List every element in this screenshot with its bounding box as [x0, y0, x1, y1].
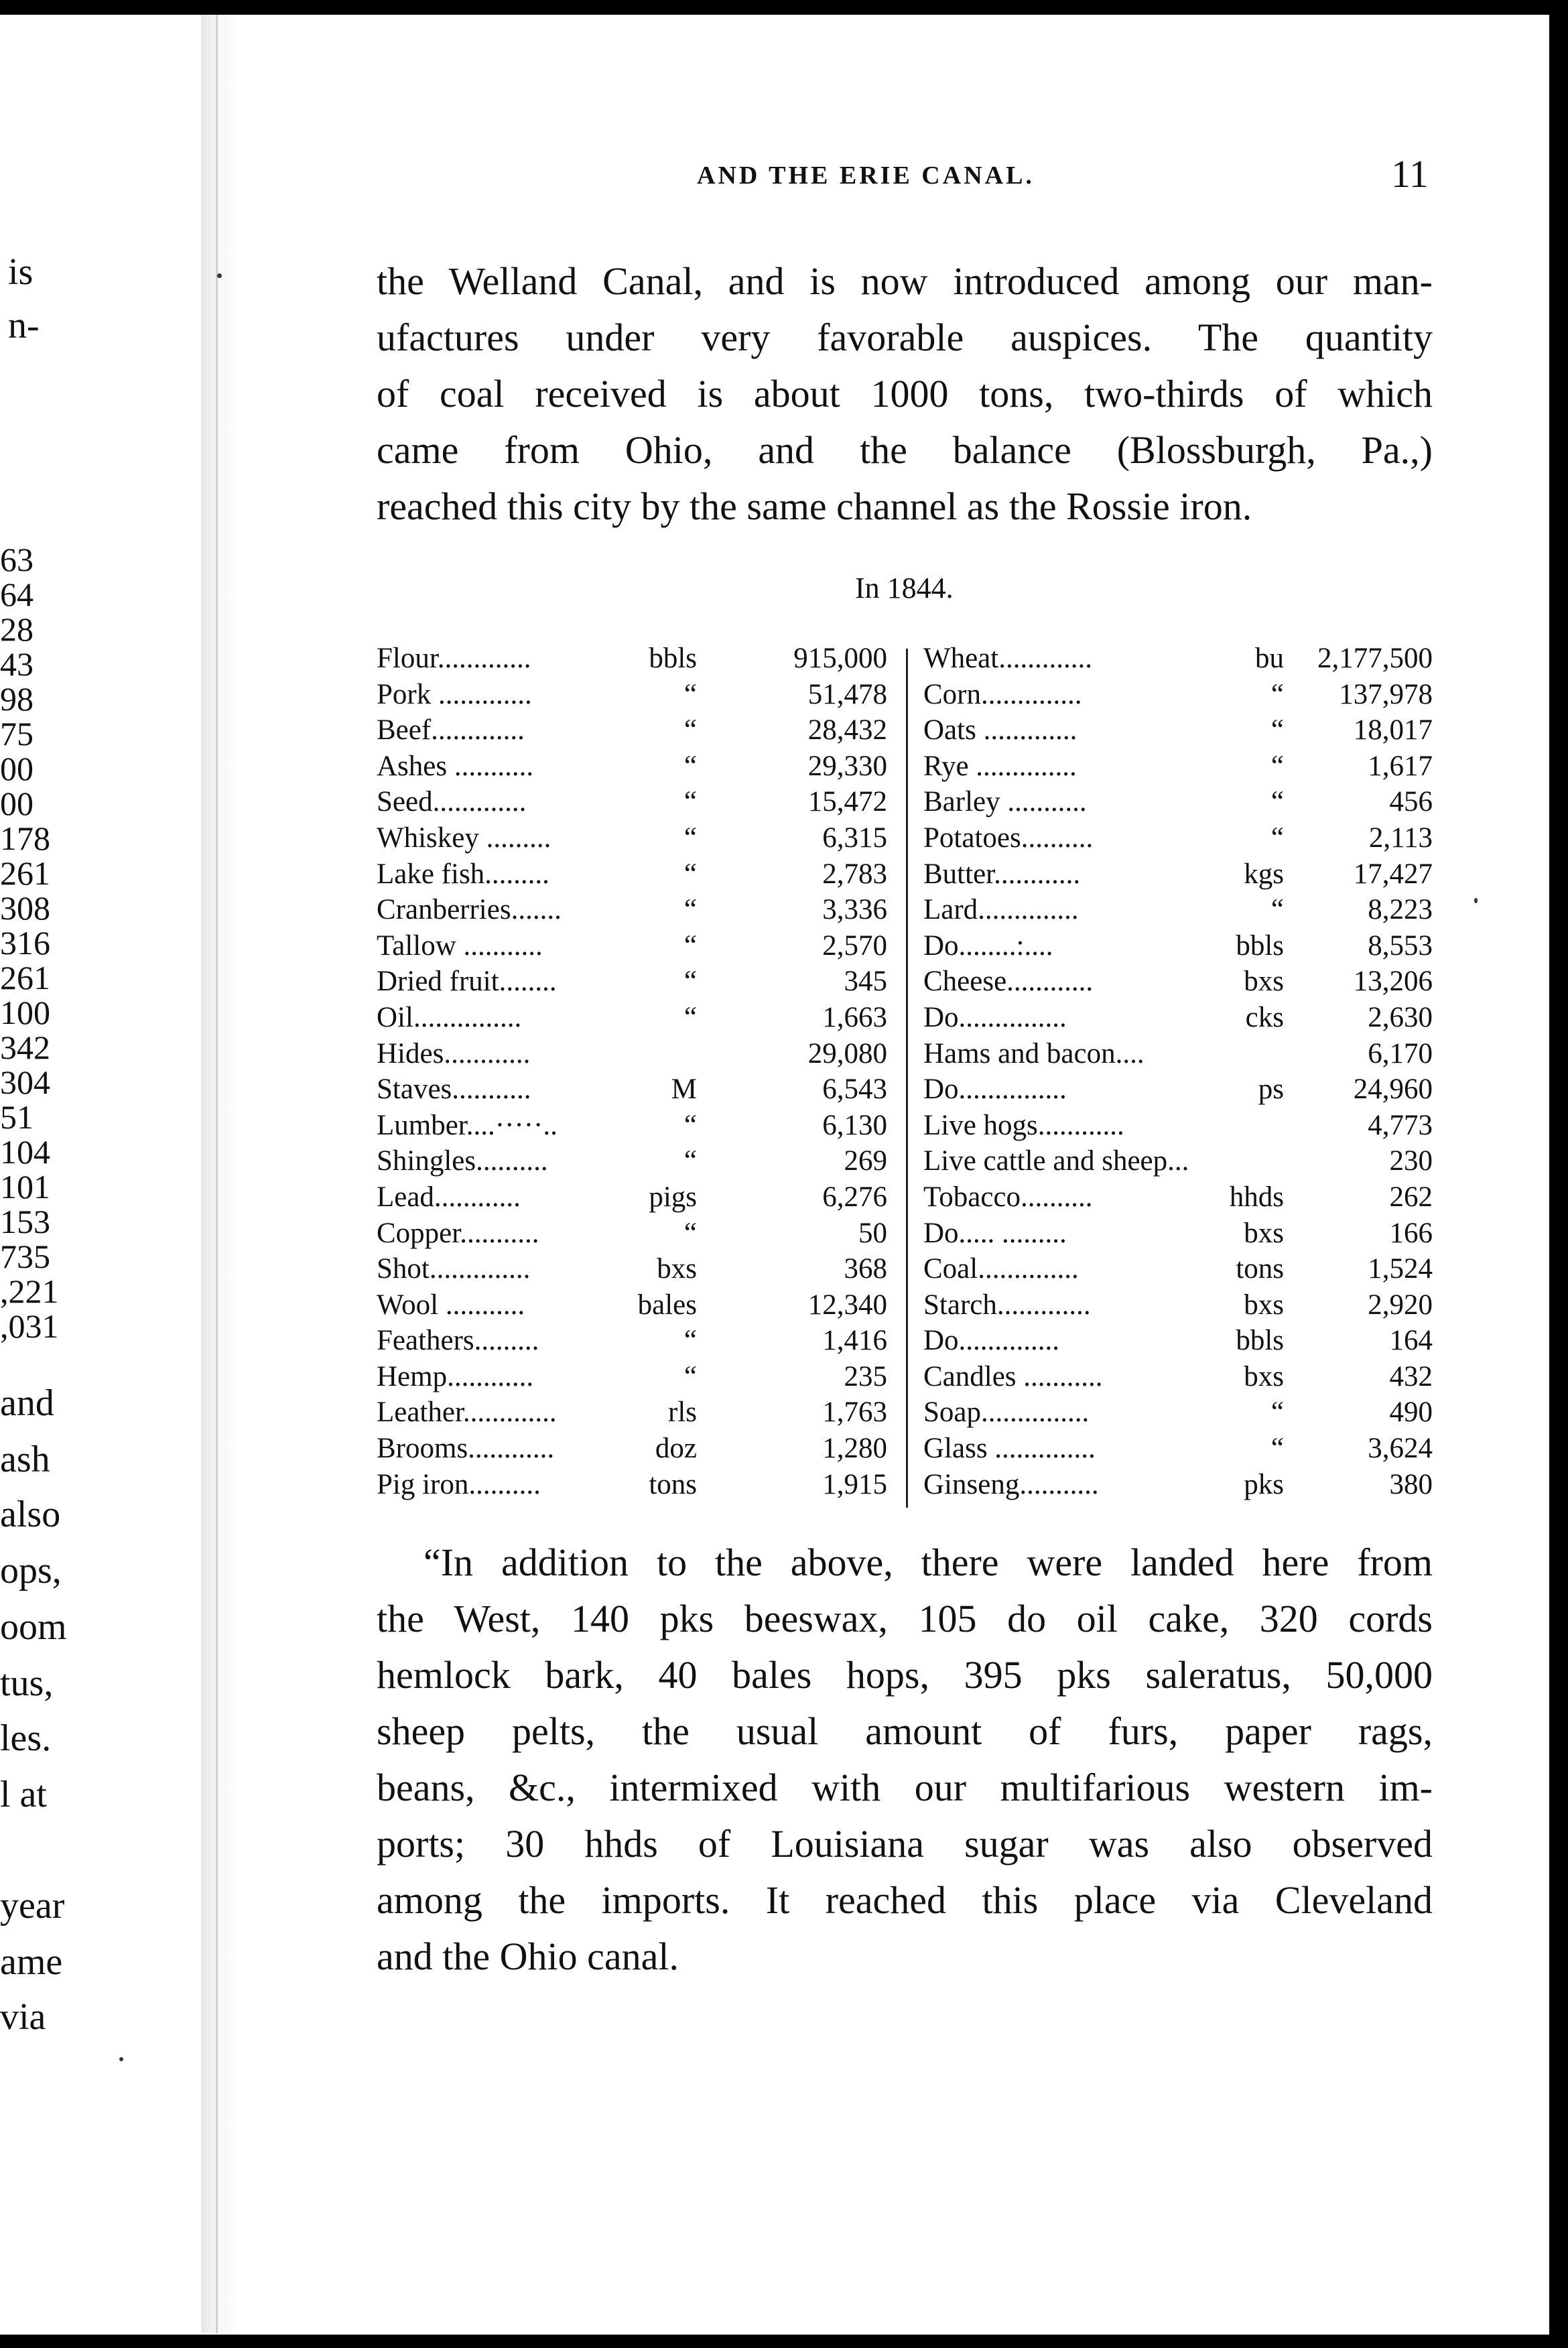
table-row — [377, 1287, 887, 1323]
quantity: 166 — [1389, 1217, 1433, 1249]
quantity: 28,432 — [807, 714, 887, 746]
quantity: 2,783 — [822, 858, 887, 890]
unit: hhds — [1229, 1181, 1284, 1213]
page-number: 11 — [1391, 152, 1429, 196]
table-left-column — [377, 641, 887, 1502]
commodity-name: Live hogs............ — [923, 1109, 1124, 1141]
table-caption: In 1844. — [855, 572, 954, 604]
unit: “ — [683, 678, 697, 710]
closing-paragraph — [377, 1535, 1433, 1985]
commodity-name: Do............... — [923, 1001, 1067, 1033]
commodity-name: Pork ............. — [377, 678, 532, 710]
scan-border-bottom — [0, 2335, 1568, 2348]
unit: cks — [1245, 1001, 1284, 1033]
facing-page-fragment: ash — [0, 1439, 50, 1480]
unit: “ — [683, 714, 697, 746]
quantity: 6,543 — [822, 1073, 887, 1106]
unit: bbls — [1236, 1325, 1284, 1357]
unit: bxs — [657, 1253, 697, 1285]
facing-page-fragment: 00 — [0, 750, 34, 787]
unit: kgs — [1244, 858, 1284, 890]
commodity-name: Cranberries....... — [377, 894, 562, 926]
unit: tons — [649, 1468, 697, 1500]
facing-page-fragment: oom — [0, 1606, 67, 1648]
table-row — [377, 1394, 887, 1431]
unit: “ — [683, 1145, 697, 1177]
quantity: 8,553 — [1368, 929, 1433, 962]
intro-paragraph — [377, 253, 1433, 535]
commodity-name: Seed............. — [377, 786, 527, 818]
commodity-name: Rye .............. — [923, 750, 1077, 782]
unit: “ — [683, 858, 697, 890]
quantity: 137,978 — [1339, 678, 1433, 710]
commodity-name: Tobacco.......... — [923, 1181, 1093, 1213]
unit: pks — [1244, 1468, 1284, 1500]
facing-page-fragment: les. — [0, 1717, 52, 1759]
commodity-name: Leather............. — [377, 1396, 557, 1429]
quantity: 18,017 — [1353, 714, 1433, 746]
facing-page-fragment: is — [8, 251, 34, 293]
quantity: 3,624 — [1368, 1433, 1433, 1465]
text-line: came from Ohio, and the balance (Blossburgh, Pa.,) — [377, 428, 1433, 472]
unit: “ — [683, 1325, 697, 1357]
unit: “ — [1270, 786, 1284, 818]
table-row — [377, 1071, 887, 1108]
scan-border-right — [1549, 0, 1568, 2348]
commodity-name: Live cattle and sheep... — [923, 1145, 1189, 1177]
quantity: 235 — [844, 1360, 887, 1392]
unit: bxs — [1244, 966, 1284, 998]
text-line: and the Ohio canal. — [377, 1935, 679, 1978]
commodity-name: Hides............ — [377, 1037, 531, 1069]
facing-page-fragment: 43 — [0, 645, 34, 683]
commodity-name: Ginseng........... — [923, 1468, 1099, 1500]
unit: pigs — [649, 1181, 697, 1213]
table-row — [377, 1143, 887, 1179]
facing-page-fragment: 00 — [0, 785, 34, 822]
facing-page-fragments — [0, 0, 201, 2348]
table-row — [923, 748, 1433, 785]
quantity: 4,773 — [1368, 1109, 1433, 1141]
commodity-name: Glass .............. — [923, 1433, 1096, 1465]
commodity-name: Staves........... — [377, 1073, 531, 1106]
quantity: 456 — [1389, 786, 1433, 818]
commodity-name: Do.............. — [923, 1325, 1060, 1357]
facing-page-fragment: 304 — [0, 1063, 50, 1101]
facing-page-fragment: ops, — [0, 1550, 62, 1591]
facing-page-fragment: 64 — [0, 576, 34, 613]
facing-page-fragment: 178 — [0, 820, 50, 857]
facing-page-fragment: n- — [8, 305, 40, 346]
commodity-name: Hams and bacon.... — [923, 1037, 1145, 1069]
quantity: 1,915 — [822, 1468, 887, 1500]
commodity-name: Butter............ — [923, 858, 1081, 890]
quantity: 2,177,500 — [1317, 643, 1433, 674]
commodity-name: Do........:.... — [923, 929, 1053, 962]
quantity: 345 — [844, 966, 887, 998]
unit: bxs — [1244, 1217, 1284, 1249]
unit: “ — [1270, 678, 1284, 710]
text-line: among the imports. It reached this place via Cleveland — [377, 1878, 1433, 1922]
unit: “ — [1270, 1433, 1284, 1465]
quantity: 230 — [1389, 1145, 1433, 1177]
unit: bxs — [1244, 1360, 1284, 1392]
commodity-name: Oil............... — [377, 1001, 522, 1033]
scan-border-top — [0, 0, 1568, 15]
table-row — [377, 677, 887, 713]
table-row — [923, 677, 1433, 713]
quantity: 50 — [858, 1217, 887, 1249]
table-row — [377, 820, 887, 856]
table-right-column — [923, 641, 1433, 1502]
facing-page-fragment: ,031 — [0, 1307, 59, 1345]
unit: bbls — [1236, 929, 1284, 962]
unit: “ — [683, 1109, 697, 1141]
scan-speck — [119, 2057, 123, 2061]
quantity: 13,206 — [1353, 966, 1433, 998]
text-line: hemlock bark, 40 bales hops, 395 pks saleratus, 50,000 — [377, 1653, 1433, 1697]
text-line: beans, &c., intermixed with our multifarious western im- — [377, 1766, 1433, 1809]
table-row — [923, 784, 1433, 820]
table-row — [923, 1394, 1433, 1431]
unit: doz — [655, 1433, 697, 1465]
quantity: 262 — [1389, 1181, 1433, 1213]
facing-page-fragment: 261 — [0, 854, 50, 892]
text-line: “In addition to the above, there were landed here from — [423, 1541, 1433, 1584]
table-row — [377, 856, 887, 893]
commodity-name: Barley ........... — [923, 786, 1087, 818]
table-row — [923, 641, 1433, 677]
unit: bu — [1255, 643, 1284, 674]
table-row — [377, 1431, 887, 1467]
facing-page-fragment: 261 — [0, 959, 50, 996]
quantity: 1,663 — [822, 1001, 887, 1033]
unit: “ — [1270, 714, 1284, 746]
unit: rls — [668, 1396, 697, 1429]
facing-page-fragment: 28 — [0, 610, 34, 648]
commodity-name: Tallow ........... — [377, 929, 543, 962]
column-divider — [906, 649, 908, 1508]
table-row — [923, 1323, 1433, 1359]
commodity-name: Dried fruit........ — [377, 966, 557, 998]
table-row — [377, 1108, 887, 1144]
unit: “ — [683, 786, 697, 818]
unit: bales — [637, 1289, 697, 1321]
unit: “ — [1270, 1396, 1284, 1429]
table-row — [923, 1036, 1433, 1072]
table-row — [377, 1179, 887, 1216]
table-row — [923, 1071, 1433, 1108]
facing-page-fragment: 308 — [0, 889, 50, 927]
commodity-name: Oats ............. — [923, 714, 1077, 746]
table-row — [377, 1000, 887, 1036]
facing-page-fragment: 104 — [0, 1133, 50, 1171]
quantity: 1,524 — [1368, 1253, 1433, 1285]
text-line: ports; 30 hhds of Louisiana sugar was also observed — [377, 1822, 1433, 1866]
commodity-name: Whiskey ......... — [377, 822, 551, 854]
facing-page-fragment: 316 — [0, 924, 50, 962]
table-row — [923, 892, 1433, 928]
commodity-name: Feathers......... — [377, 1325, 539, 1357]
table-row — [377, 712, 887, 748]
quantity: 6,276 — [822, 1181, 887, 1213]
scan-speck — [1474, 898, 1478, 903]
quantity: 2,570 — [822, 929, 887, 962]
commodity-name: Shingles.......... — [377, 1145, 548, 1177]
quantity: 1,416 — [822, 1325, 887, 1357]
facing-page-fragment: 98 — [0, 680, 34, 718]
quantity: 6,170 — [1368, 1037, 1433, 1069]
commodity-name: Candles ........... — [923, 1360, 1103, 1392]
unit: “ — [683, 966, 697, 998]
table-row — [923, 1287, 1433, 1323]
commodity-name: Corn.............. — [923, 678, 1082, 710]
facing-page-fragment: 735 — [0, 1238, 50, 1275]
unit: “ — [683, 750, 697, 782]
text-line: the Welland Canal, and is now introduced among our man- — [377, 259, 1433, 303]
quantity: 29,080 — [807, 1037, 887, 1069]
commodity-name: Hemp............ — [377, 1360, 534, 1392]
facing-page-fragment: year — [0, 1885, 65, 1927]
quantity: 1,617 — [1368, 750, 1433, 782]
commodity-name: Potatoes.......... — [923, 822, 1094, 854]
quantity: 17,427 — [1353, 858, 1433, 890]
facing-page-fragment: l at — [0, 1774, 47, 1815]
commodity-name: Starch............. — [923, 1289, 1091, 1321]
commodity-name: Shot.............. — [377, 1253, 531, 1285]
commodity-name: Soap............... — [923, 1396, 1090, 1429]
unit: “ — [1270, 750, 1284, 782]
table-row — [923, 1359, 1433, 1395]
table-row — [377, 1036, 887, 1072]
table-row — [923, 856, 1433, 893]
table-row — [923, 1216, 1433, 1252]
table-row — [377, 748, 887, 785]
quantity: 432 — [1389, 1360, 1433, 1392]
table-row — [377, 1359, 887, 1395]
quantity: 164 — [1389, 1325, 1433, 1357]
facing-page-fragment: 63 — [0, 541, 34, 578]
commodity-name: Coal.............. — [923, 1253, 1079, 1285]
facing-page-fragment: 75 — [0, 715, 34, 753]
unit: “ — [683, 929, 697, 962]
table-row — [377, 1467, 887, 1503]
quantity: 8,223 — [1368, 894, 1433, 926]
quantity: 2,113 — [1368, 822, 1433, 854]
quantity: 1,763 — [822, 1396, 887, 1429]
commodity-name: Lake fish......... — [377, 858, 549, 890]
table-row — [923, 1431, 1433, 1467]
scan-speck — [217, 273, 222, 278]
table-row — [923, 1143, 1433, 1179]
commodity-name: Flour............. — [377, 643, 531, 674]
unit: ps — [1258, 1073, 1284, 1106]
table-row — [923, 1108, 1433, 1144]
commodity-name: Ashes ........... — [377, 750, 534, 782]
unit: bbls — [649, 643, 697, 674]
table-row — [923, 964, 1433, 1000]
text-line: the West, 140 pks beeswax, 105 do oil cake, 320 cords — [377, 1597, 1433, 1640]
quantity: 2,630 — [1368, 1001, 1433, 1033]
unit: “ — [683, 1360, 697, 1392]
commodity-name: Cheese............ — [923, 966, 1094, 998]
commodity-name: Copper........... — [377, 1217, 539, 1249]
quantity: 1,280 — [822, 1433, 887, 1465]
facing-page-fragment: 342 — [0, 1029, 50, 1066]
facing-page-fragment: 100 — [0, 994, 50, 1031]
commodity-name: Wheat............. — [923, 643, 1092, 674]
commodity-name: Do..... ......... — [923, 1217, 1067, 1249]
table-row — [923, 1467, 1433, 1503]
quantity: 12,340 — [807, 1289, 887, 1321]
quantity: 15,472 — [807, 786, 887, 818]
table-row — [923, 820, 1433, 856]
table-row — [923, 1251, 1433, 1287]
commodity-name: Wool ........... — [377, 1289, 525, 1321]
facing-page-fragment: also — [0, 1494, 61, 1535]
unit: “ — [683, 894, 697, 926]
table-row — [377, 1323, 887, 1359]
facing-page-fragment: tus, — [0, 1662, 54, 1704]
unit: M — [671, 1073, 697, 1106]
facing-page-fragment: 51 — [0, 1098, 34, 1136]
quantity: 6,315 — [822, 822, 887, 854]
table-row — [377, 928, 887, 964]
commodity-name: Lead............ — [377, 1181, 521, 1213]
quantity: 490 — [1389, 1396, 1433, 1429]
quantity: 24,960 — [1353, 1073, 1433, 1106]
commodity-name: Brooms............ — [377, 1433, 555, 1465]
facing-page-fragment: 153 — [0, 1203, 50, 1240]
facing-page-fragment: 101 — [0, 1168, 50, 1205]
unit: bxs — [1244, 1289, 1284, 1321]
text-line: reached this city by the same channel as the Rossie iron. — [377, 484, 1252, 528]
text-line: sheep pelts, the usual amount of furs, paper rags, — [377, 1709, 1433, 1753]
facing-page-fragment: ame — [0, 1941, 63, 1983]
unit: “ — [683, 1217, 697, 1249]
commodity-name: Lard.............. — [923, 894, 1079, 926]
quantity: 3,336 — [822, 894, 887, 926]
unit: tons — [1236, 1253, 1284, 1285]
gutter-fold-line — [216, 15, 218, 2333]
quantity: 380 — [1389, 1468, 1433, 1500]
commodity-name: Do............... — [923, 1073, 1067, 1106]
unit: “ — [1270, 894, 1284, 926]
unit: “ — [683, 822, 697, 854]
unit: “ — [1270, 822, 1284, 854]
table-row — [923, 1000, 1433, 1036]
table-row — [923, 928, 1433, 964]
table-row — [377, 1216, 887, 1252]
commodity-name: Beef............. — [377, 714, 525, 746]
quantity: 2,920 — [1368, 1289, 1433, 1321]
table-row — [377, 964, 887, 1000]
table-row — [377, 892, 887, 928]
text-line: ufactures under very favorable auspices. The quantity — [377, 316, 1433, 359]
commodity-name: Lumber....·····.. — [377, 1109, 558, 1141]
quantity: 6,130 — [822, 1109, 887, 1141]
quantity: 51,478 — [807, 678, 887, 710]
table-row — [377, 1251, 887, 1287]
unit: “ — [683, 1001, 697, 1033]
quantity: 29,330 — [807, 750, 887, 782]
commodity-name: Pig iron.......... — [377, 1468, 541, 1500]
quantity: 368 — [844, 1253, 887, 1285]
quantity: 269 — [844, 1145, 887, 1177]
quantity: 915,000 — [793, 643, 887, 674]
table-row — [377, 641, 887, 677]
facing-page-fragment: ,221 — [0, 1273, 59, 1310]
table-row — [923, 1179, 1433, 1216]
table-row — [377, 784, 887, 820]
facing-page-fragment: via — [0, 1996, 46, 2038]
running-head: AND THE ERIE CANAL. — [697, 161, 1035, 190]
table-row — [923, 712, 1433, 748]
book-gutter — [201, 15, 241, 2333]
text-line: of coal received is about 1000 tons, two-thirds of which — [377, 372, 1433, 415]
facing-page-fragment: and — [0, 1382, 54, 1424]
